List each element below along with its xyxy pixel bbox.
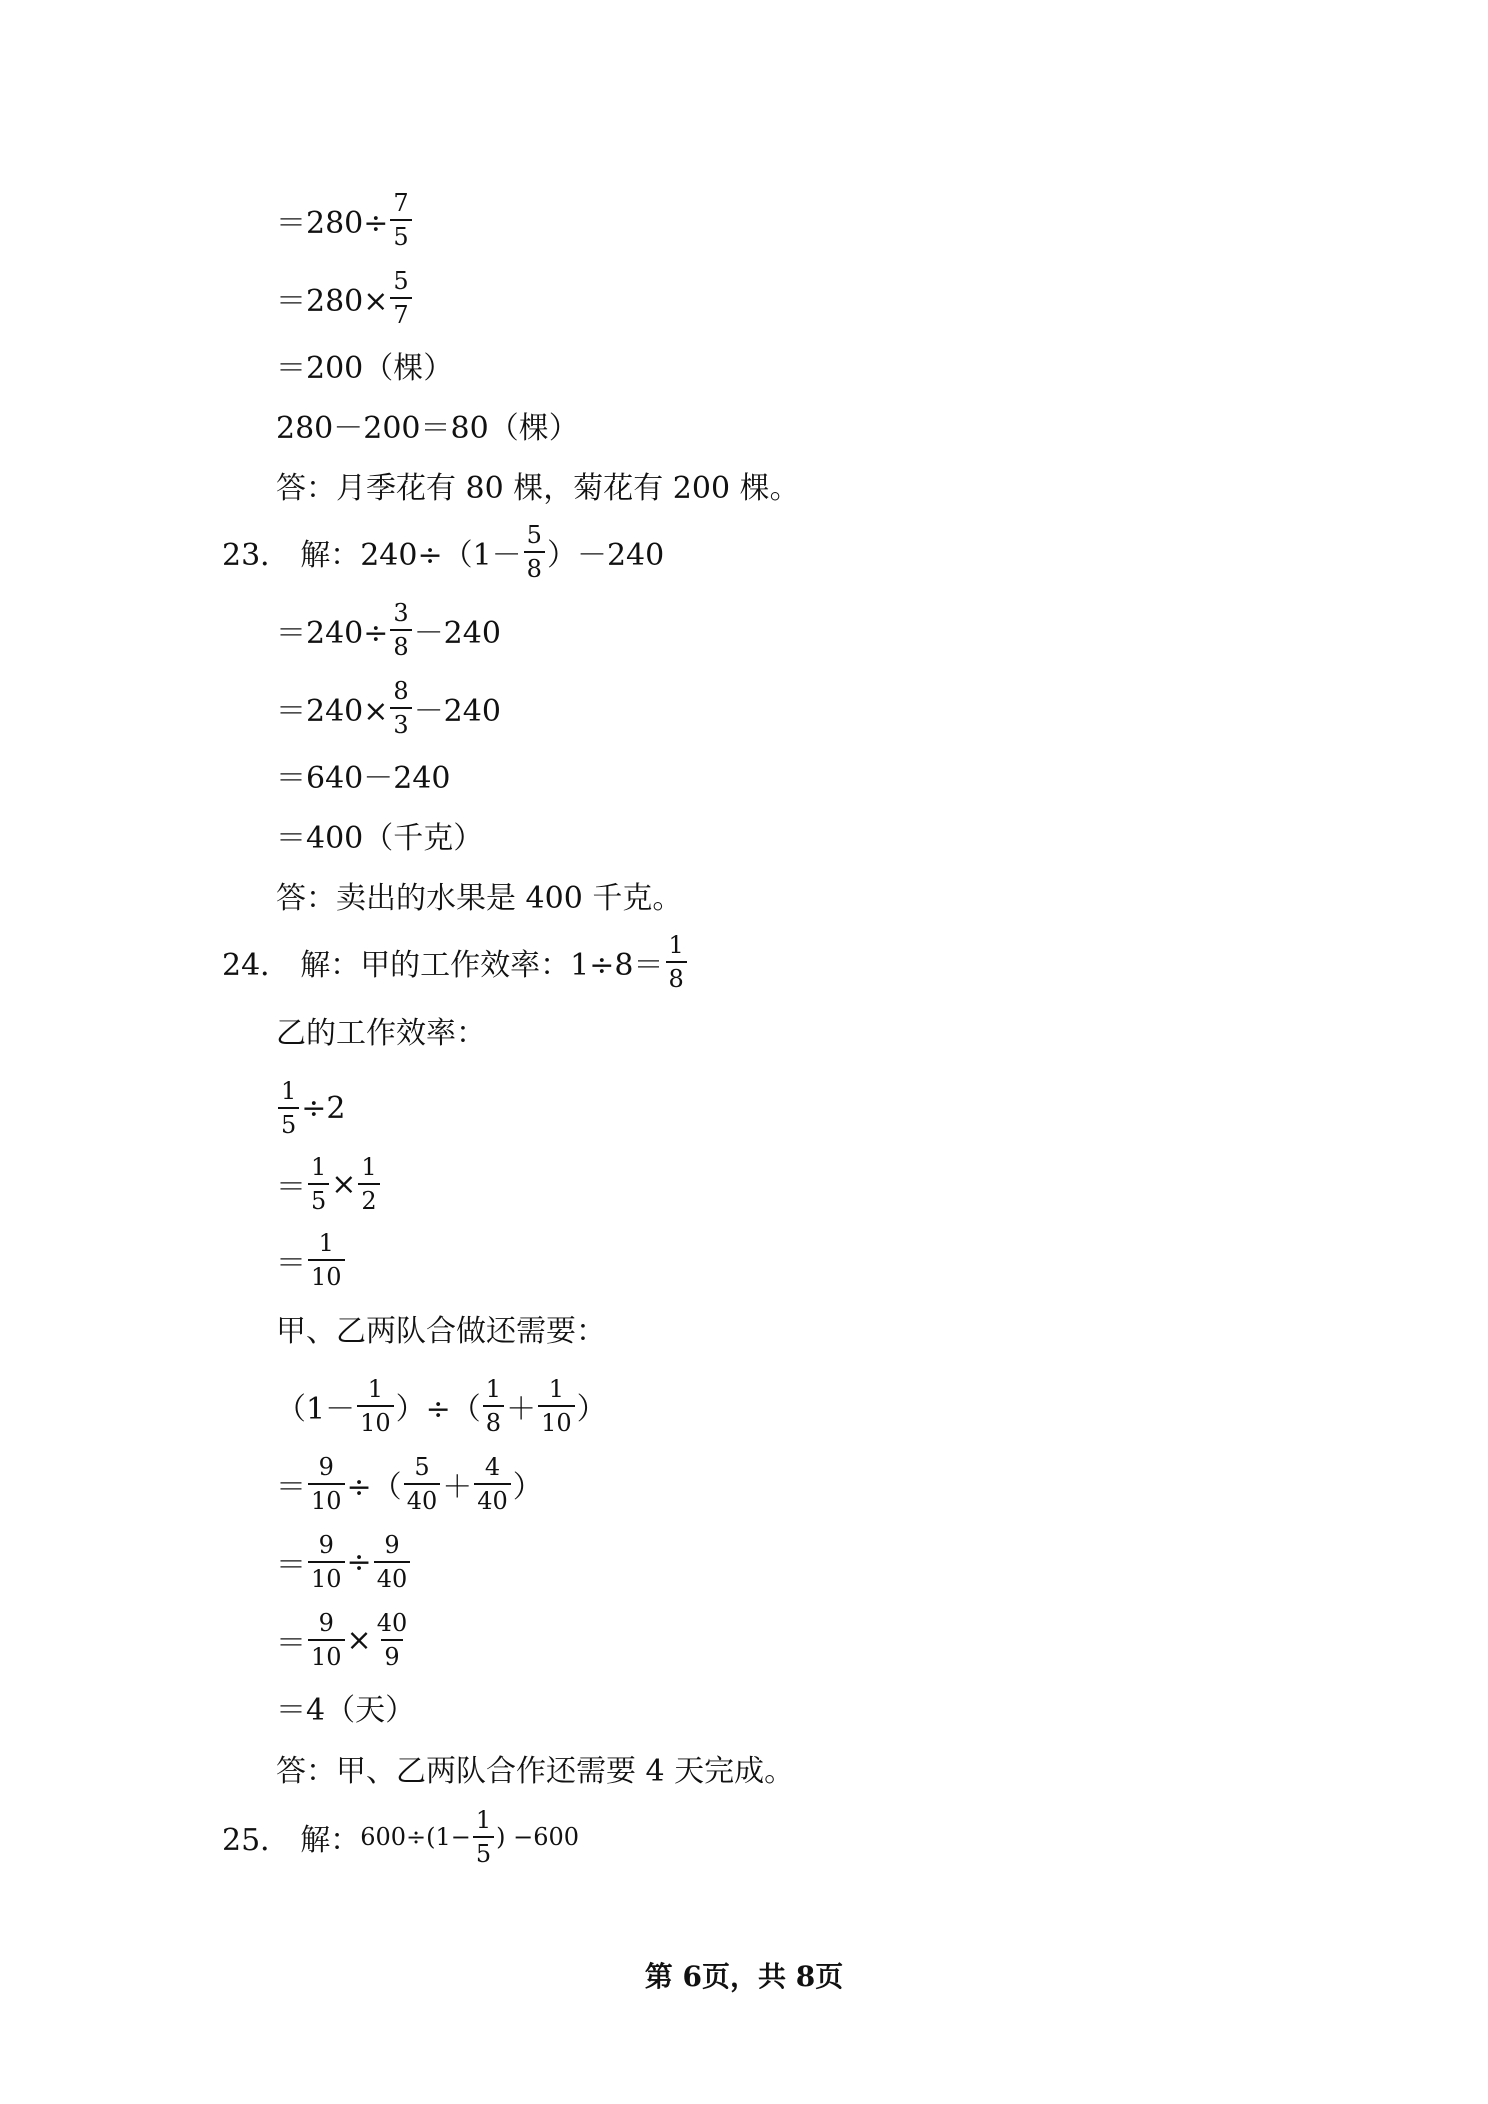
q23-line-5: ＝400（千克） <box>276 821 484 856</box>
fraction: $\frac{1}{2}$ <box>358 1155 379 1213</box>
solution-label: 解： <box>300 1823 361 1858</box>
fraction: 1 8 <box>666 933 687 991</box>
q23-line-4: ＝640－240 <box>276 761 451 796</box>
fraction: 5 40 <box>404 1455 441 1513</box>
fraction: 1 8 <box>483 1377 504 1435</box>
question-number: 23． <box>222 538 291 573</box>
fraction: $\frac{8}{3}$ <box>390 679 411 737</box>
q24-line-1: 24． 解： 甲的工作效率：1÷8＝ 1 8 <box>222 932 689 992</box>
fraction: 4 40 <box>474 1455 511 1513</box>
question-number: 24． <box>222 948 291 983</box>
q24-line-4: ＝ $\frac{1}{5}$ × $\frac{1}{2}$ <box>276 1154 382 1214</box>
q24-line-8: ＝ $\frac{9}{10}$ ÷（ 5 40 ＋ 4 40 ） <box>276 1453 543 1515</box>
fraction: $\frac{40}{9}$ <box>376 1609 408 1671</box>
fraction: 1 10 <box>357 1377 394 1435</box>
question-number: 25． <box>222 1823 291 1858</box>
fraction: $\frac{1}{5}$ <box>473 1808 494 1866</box>
fraction: $\frac{1}{5}$ <box>278 1079 299 1137</box>
fraction: $\frac{1}{5}$ <box>308 1155 329 1213</box>
fraction: $\frac{9}{10}$ <box>308 1455 345 1513</box>
q22-line-3: ＝200（棵） <box>276 351 454 386</box>
fraction: $\frac{9}{10}$ <box>308 1533 345 1591</box>
fraction: 5 8 <box>524 523 545 581</box>
solution-label: 解： <box>300 538 361 573</box>
q22-answer: 答：月季花有 80 棵，菊花有 200 棵。 <box>276 471 800 506</box>
fraction: 1 10 <box>538 1377 575 1435</box>
q24-line-11: ＝4（天） <box>276 1693 416 1728</box>
fraction: 1 10 <box>308 1231 345 1289</box>
page-number: 6 <box>682 1960 702 1993</box>
q22-line-2: ＝280× $\frac{5}{7}$ <box>276 268 414 328</box>
q24-line-5: ＝ 1 10 <box>276 1230 347 1290</box>
q24-answer: 答：甲、乙两队合作还需要 4 天完成。 <box>276 1754 795 1789</box>
q24-line-10: ＝ $\frac{9}{10}$ × $\frac{40}{9}$ <box>276 1610 412 1670</box>
q23-line-2: ＝240÷ $\frac{3}{8}$ －240 <box>276 599 501 661</box>
fraction: $\frac{3}{8}$ <box>390 601 411 659</box>
solution-label: 解： <box>300 948 361 983</box>
q24-line-3: $\frac{1}{5}$ ÷2 <box>276 1078 346 1138</box>
q23-line-3: ＝240× $\frac{8}{3}$ －240 <box>276 677 501 739</box>
q24-line-9: ＝ $\frac{9}{10}$ ÷ $\frac{9}{40}$ <box>276 1532 412 1592</box>
q24-line-6: 甲、乙两队合做还需要： <box>276 1314 606 1349</box>
q25-line-1: 25． 解： 600÷(1− $\frac{1}{5}$ ) −600 <box>222 1806 580 1868</box>
fraction: $\frac{7}{5}$ <box>390 191 411 249</box>
total-pages: 8 <box>795 1960 816 1993</box>
q22-line-1: ＝280÷ $\frac{7}{5}$ <box>276 190 414 250</box>
q24-line-2: 乙的工作效率： <box>276 1016 486 1051</box>
q22-line-4: 280－200＝80（棵） <box>276 411 579 446</box>
q23-answer: 答：卖出的水果是 400 千克。 <box>276 881 683 916</box>
fraction: $\frac{5}{7}$ <box>390 269 411 327</box>
fraction: $\frac{9}{10}$ <box>308 1611 345 1669</box>
q24-line-7: （1－ 1 10 ）÷（ 1 8 ＋ 1 10 ） <box>276 1375 607 1437</box>
q23-line-1: 23． 解： 240÷（1－ 5 8 ）－240 <box>222 521 665 583</box>
page-footer: 第 6页，共 8页 <box>644 1960 844 1993</box>
fraction: $\frac{9}{40}$ <box>374 1533 411 1591</box>
